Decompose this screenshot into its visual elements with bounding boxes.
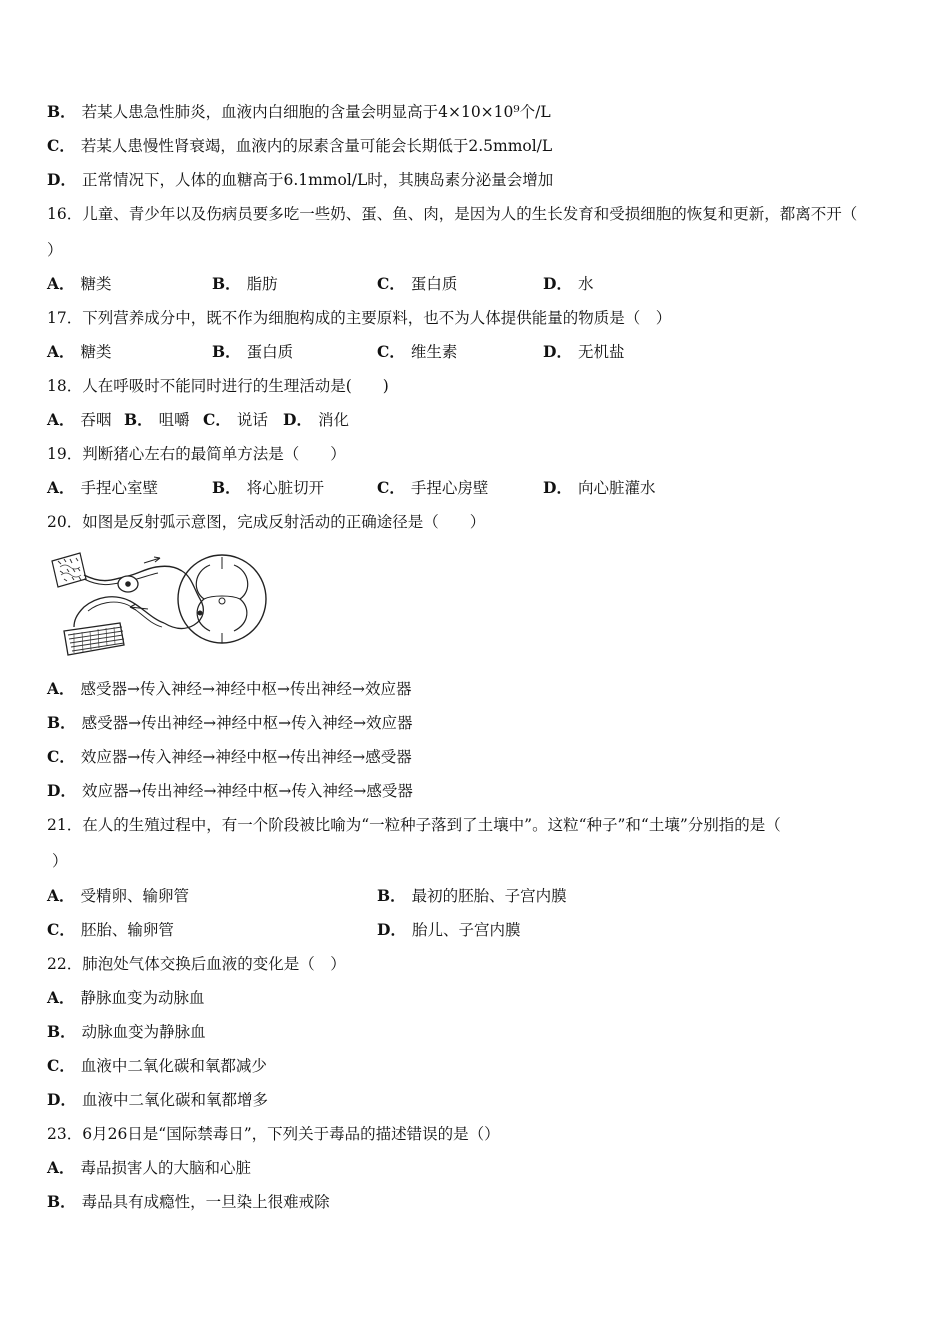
q16-option-a	[47, 274, 112, 294]
option-label: D．	[377, 920, 406, 939]
option-label: B．	[124, 410, 153, 429]
option-label: A．	[47, 886, 75, 905]
option-text: 无机盐	[577, 343, 625, 361]
option-label: D．	[47, 1090, 76, 1109]
q17-option-c	[377, 342, 457, 362]
option-label: D．	[543, 274, 572, 293]
option-text: 若某人患急性肺炎，血液内白细胞的含量会明显高于4×10×10⁹个/L	[81, 103, 551, 121]
option-label: C．	[47, 920, 75, 939]
q18-option-c	[203, 410, 268, 430]
q21-option-a	[47, 886, 189, 906]
option-label: A．	[47, 679, 75, 698]
option-text: 正常情况下，人体的血糖高于6.1mmol/L时，其胰岛素分泌量会增加	[81, 171, 554, 189]
q16-option-c	[377, 274, 457, 294]
option-label: B．	[47, 102, 76, 121]
option-text: 血液中二氧化碳和氧都减少	[80, 1057, 267, 1075]
q23-stem: 23．6月26日是“国际禁毒日”，下列关于毒品的描述错误的是（）	[47, 1125, 500, 1143]
option-label: A．	[47, 410, 75, 429]
option-text: 手捏心室壁	[80, 479, 159, 497]
option-label: A．	[47, 478, 75, 497]
option-text: 动脉血变为静脉血	[81, 1023, 206, 1041]
effector-muscle	[64, 623, 124, 655]
option-label: C．	[47, 1056, 75, 1075]
option-label: C．	[47, 747, 75, 766]
q17-stem: 17．下列营养成分中，既不作为细胞构成的主要原料，也不为人体提供能量的物质是（ ）	[47, 309, 672, 327]
option-label: C．	[203, 410, 231, 429]
option-text: 毒品损害人的大脑和心脏	[80, 1159, 252, 1177]
q19-option-d	[543, 478, 655, 498]
q21-stem: 21．在人的生殖过程中，有一个阶段被比喻为“一粒种子落到了土壤中”。这粒“种子”和“土壤”分别指的是（	[47, 816, 781, 834]
option-text: 向心脏灌水	[577, 479, 656, 497]
q15-option-c	[47, 136, 552, 156]
q20-option-b	[47, 713, 413, 733]
q20-stem: 20．如图是反射弧示意图，完成反射活动的正确途径是（ ）	[47, 513, 486, 531]
option-text: 毒品具有成瘾性，一旦染上很难戒除	[81, 1193, 330, 1211]
option-label: D．	[543, 342, 572, 361]
q21-option-c	[47, 920, 174, 940]
option-text: 蛋白质	[246, 343, 294, 361]
q20-option-c	[47, 747, 412, 767]
spinal-cord	[178, 555, 266, 643]
q15-option-d	[47, 170, 553, 190]
q18-option-a	[47, 410, 112, 430]
option-text: 糖类	[80, 343, 112, 361]
option-text: 水	[577, 275, 594, 293]
q17-option-b	[212, 342, 293, 362]
option-text: 效应器→传出神经→神经中枢→传入神经→感受器	[81, 782, 413, 800]
option-label: B．	[212, 274, 241, 293]
option-text: 吞咽	[80, 411, 112, 429]
q22-option-b	[47, 1022, 206, 1042]
q22-option-d	[47, 1090, 268, 1110]
q22-option-c	[47, 1056, 267, 1076]
q22-stem: 22．肺泡处气体交换后血液的变化是（ ）	[47, 955, 346, 973]
option-label: C．	[377, 274, 405, 293]
option-text: 消化	[317, 411, 349, 429]
q19-option-c	[377, 478, 488, 498]
q21-stem-cont: ）	[52, 852, 68, 870]
option-label: D．	[47, 781, 76, 800]
q16-option-b	[212, 274, 278, 294]
option-text: 蛋白质	[410, 275, 458, 293]
option-text: 将心脏切开	[246, 479, 325, 497]
q21-option-b	[377, 886, 567, 906]
q19-stem: 19．判断猪心左右的最简单方法是（ ）	[47, 445, 346, 463]
q17-option-d	[543, 342, 624, 362]
option-label: D．	[543, 478, 572, 497]
option-label: A．	[47, 1158, 75, 1177]
q20-option-d	[47, 781, 413, 801]
receptor-skin	[52, 553, 86, 587]
option-label: C．	[377, 478, 405, 497]
option-label: A．	[47, 988, 75, 1007]
q19-option-b	[212, 478, 324, 498]
option-label: A．	[47, 274, 75, 293]
efferent-nerve	[74, 597, 164, 627]
option-label: C．	[47, 136, 75, 155]
option-label: C．	[377, 342, 405, 361]
option-label: B．	[47, 1192, 76, 1211]
option-text: 手捏心房壁	[410, 479, 489, 497]
option-text: 维生素	[410, 343, 458, 361]
option-text: 感受器→传出神经→神经中枢→传入神经→效应器	[81, 714, 413, 732]
reflex-arc-diagram	[44, 549, 270, 665]
option-label: A．	[47, 342, 75, 361]
q18-stem: 18．人在呼吸时不能同时进行的生理活动是( )	[47, 377, 389, 395]
q17-option-a	[47, 342, 112, 362]
q23-option-b	[47, 1192, 330, 1212]
option-label: B．	[377, 886, 406, 905]
option-text: 若某人患慢性肾衰竭，血液内的尿素含量可能会长期低于2.5mmol/L	[80, 137, 553, 155]
option-label: B．	[212, 342, 241, 361]
q21-option-d	[377, 920, 520, 940]
option-text: 感受器→传入神经→神经中枢→传出神经→效应器	[80, 680, 412, 698]
option-label: B．	[212, 478, 241, 497]
q22-option-a	[47, 988, 205, 1008]
q16-option-d	[543, 274, 593, 294]
option-label: D．	[283, 410, 312, 429]
q23-option-a	[47, 1158, 251, 1178]
q20-option-a	[47, 679, 411, 699]
option-text: 说话	[236, 411, 268, 429]
option-text: 咀嚼	[158, 411, 190, 429]
option-label: B．	[47, 1022, 76, 1041]
option-text: 效应器→传入神经→神经中枢→传出神经→感受器	[80, 748, 412, 766]
q18-option-b	[124, 410, 190, 430]
option-text: 胚胎、输卵管	[80, 921, 174, 939]
q15-option-b	[47, 102, 551, 122]
option-text: 脂肪	[246, 275, 278, 293]
q16-stem: 16．儿童、青少年以及伤病员要多吃一些奶、蛋、鱼、肉，是因为人的生长发育和受损细胞的恢复和更新，都离不开（	[47, 205, 858, 223]
q16-stem-cont: ）	[47, 241, 63, 259]
q19-option-a	[47, 478, 158, 498]
option-text: 血液中二氧化碳和氧都增多	[81, 1091, 268, 1109]
q18-option-d	[283, 410, 349, 430]
option-text: 胎儿、子宫内膜	[411, 921, 521, 939]
option-text: 最初的胚胎、子宫内膜	[411, 887, 567, 905]
option-text: 糖类	[80, 275, 112, 293]
option-text: 静脉血变为动脉血	[80, 989, 205, 1007]
option-label: B．	[47, 713, 76, 732]
option-label: D．	[47, 170, 76, 189]
option-text: 受精卵、输卵管	[80, 887, 190, 905]
